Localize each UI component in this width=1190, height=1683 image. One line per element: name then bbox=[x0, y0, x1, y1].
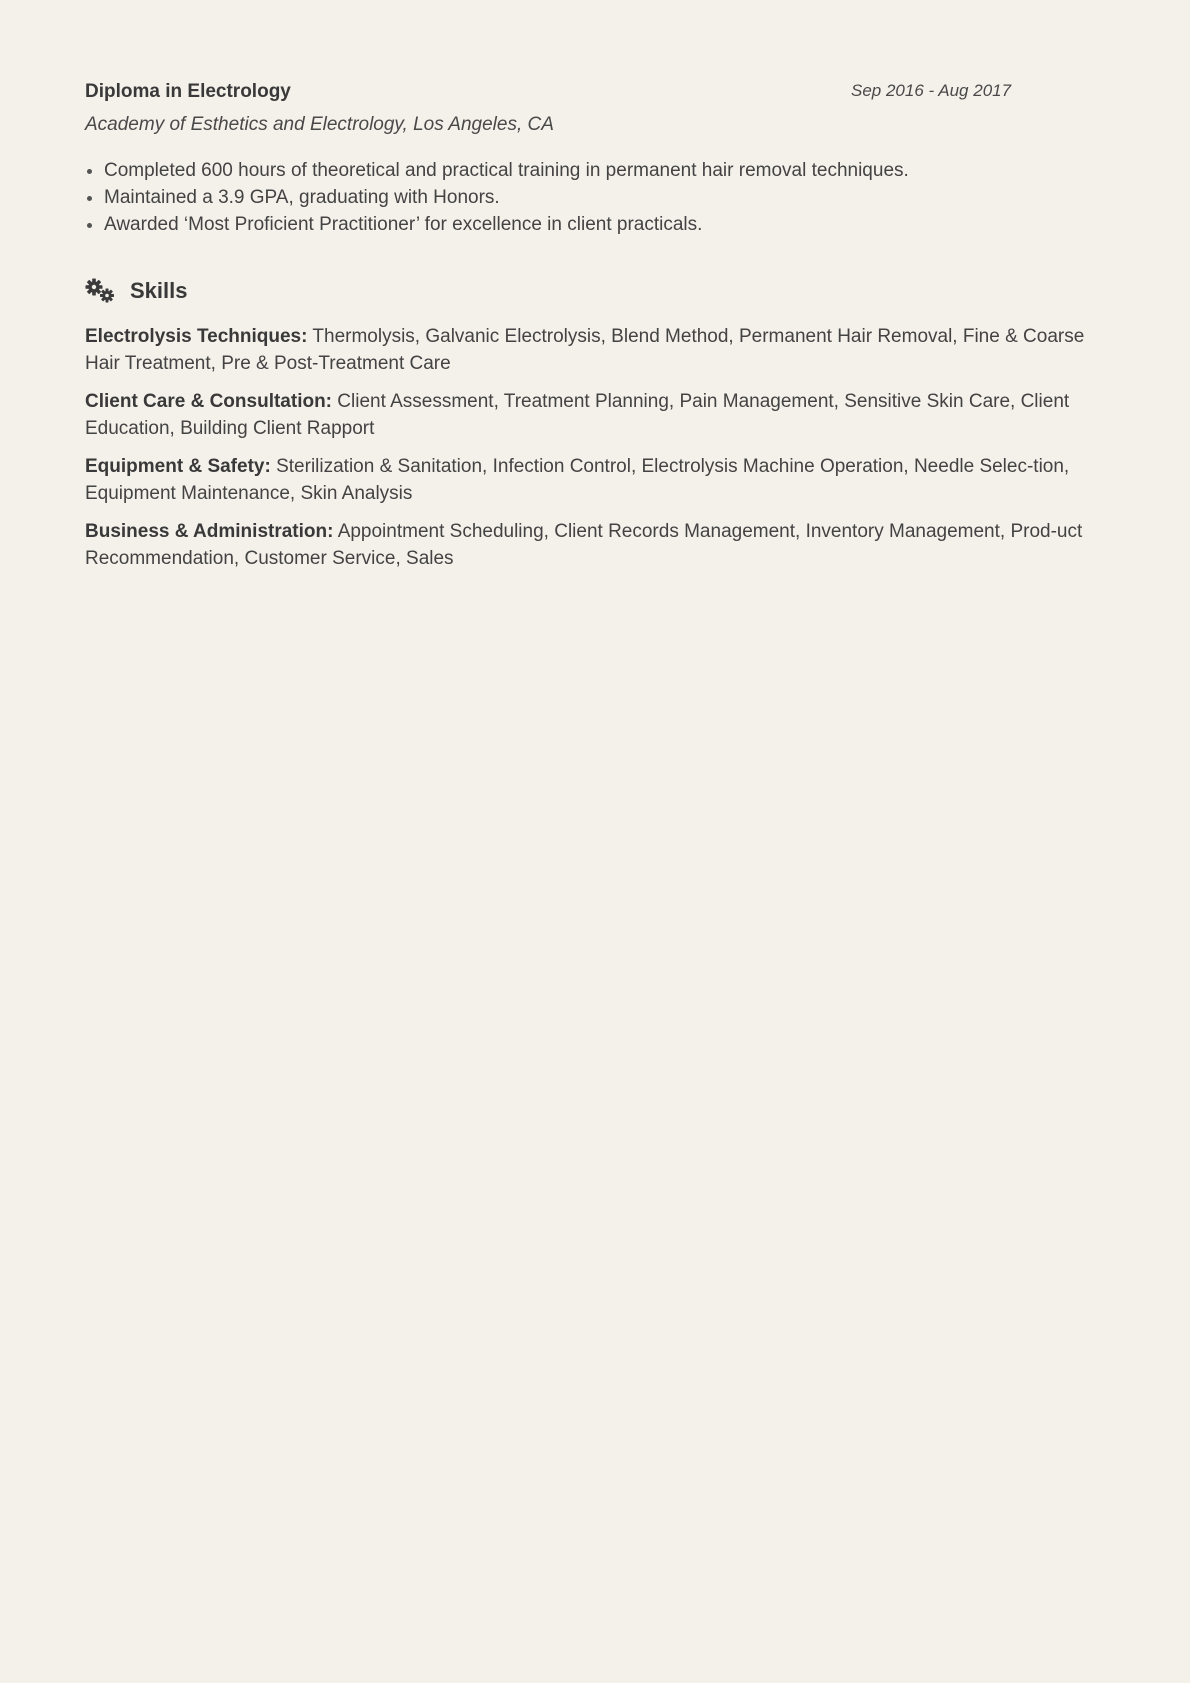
bullet-icon bbox=[87, 223, 92, 228]
bullet-text: Completed 600 hours of theoretical and practical training in permanent hair removal techniques. bbox=[104, 160, 909, 181]
skill-items: Sterilization & Sanitation, Infection Control, Electrolysis Machine Operation, Needle Selec-tion, Equipment Maintenance, Skin Analysis bbox=[85, 456, 1070, 504]
skill-category: Equipment & Safety: bbox=[85, 456, 271, 477]
bullet-text: Maintained a 3.9 GPA, graduating with Honors. bbox=[104, 187, 500, 208]
school-name: Academy of Esthetics and Electrology, Los Angeles, CA bbox=[85, 114, 554, 135]
education-header bbox=[85, 78, 1105, 106]
skills-section bbox=[85, 276, 1105, 583]
education-bullets bbox=[85, 157, 1105, 238]
education-dates: Sep 2016 - Aug 2017 bbox=[851, 81, 1012, 100]
skill-row bbox=[85, 323, 1105, 377]
skills-list bbox=[85, 323, 1105, 572]
bullet-text: Awarded ‘Most Proficient Practitioner’ for excellence in client practicals. bbox=[104, 214, 703, 235]
skill-row bbox=[85, 388, 1105, 442]
degree-title: Diploma in Electrology bbox=[85, 81, 291, 102]
section-title: Skills bbox=[130, 278, 188, 303]
skill-items: Appointment Scheduling, Client Records Management, Inventory Management, Prod-uct Recommendation, Customer Service, Sales bbox=[85, 521, 1083, 569]
bullet-icon bbox=[87, 196, 92, 201]
list-item bbox=[85, 211, 1105, 238]
list-item bbox=[85, 157, 1105, 184]
skill-category: Business & Administration: bbox=[85, 521, 334, 542]
gears-icon bbox=[85, 278, 115, 304]
education-entry bbox=[85, 78, 1105, 238]
skill-row bbox=[85, 453, 1105, 507]
skill-items: Thermolysis, Galvanic Electrolysis, Blend Method, Permanent Hair Removal, Fine & Coarse Hair Treatment, Pre & Post-Treatment Care bbox=[85, 326, 1085, 374]
list-item bbox=[85, 184, 1105, 211]
skill-category: Electrolysis Techniques: bbox=[85, 326, 308, 347]
skills-heading bbox=[85, 276, 1105, 308]
bullet-icon bbox=[87, 169, 92, 174]
skill-items: Client Assessment, Treatment Planning, Pain Management, Sensitive Skin Care, Client Education, Building Client Rapport bbox=[85, 391, 1070, 439]
skill-category: Client Care & Consultation: bbox=[85, 391, 333, 412]
skill-row bbox=[85, 518, 1105, 572]
